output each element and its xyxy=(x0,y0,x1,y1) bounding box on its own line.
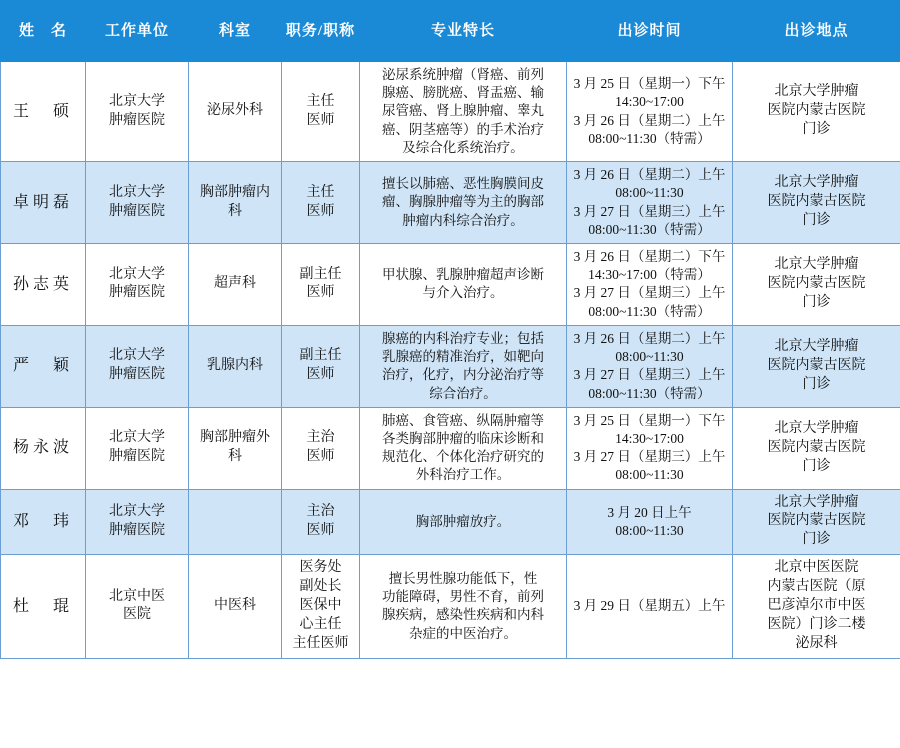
cell-unit xyxy=(86,555,189,658)
cell-department xyxy=(189,489,282,555)
cell-specialty-line: 乳腺癌的精准治疗，如靶向 xyxy=(382,349,544,365)
cell-department-line: 超声科 xyxy=(214,275,256,291)
cell-unit-line: 肿瘤医院 xyxy=(109,203,165,219)
cell-specialty-line: 擅长以肺癌、恶性胸膜间皮 xyxy=(382,176,544,192)
cell-title-line: 主任 xyxy=(306,93,335,109)
table-row xyxy=(1,407,900,489)
cell-time-line: 14:30~17:00（特需） xyxy=(588,267,711,283)
cell-name: 邓 玮 xyxy=(1,489,86,555)
cell-title-line: 医师 xyxy=(306,285,335,301)
cell-specialty-line: 外科治疗工作。 xyxy=(415,467,511,483)
cell-time-line: 08:00~11:30（特需） xyxy=(588,130,711,146)
cell-unit-line: 肿瘤医院 xyxy=(109,285,165,301)
cell-place-line: 医院内蒙古医院 xyxy=(767,357,866,373)
cell-specialty xyxy=(360,407,567,489)
cell-title-line: 副处长 xyxy=(299,579,342,595)
cell-name: 杨永波 xyxy=(1,407,86,489)
cell-time-line: 14:30~17:00 xyxy=(615,430,684,446)
cell-place-line: 门诊 xyxy=(802,376,831,392)
cell-unit xyxy=(86,162,189,244)
cell-time-line: 3 月 26 日（星期二）上午 xyxy=(573,330,726,346)
cell-place xyxy=(733,555,900,658)
table-row xyxy=(1,62,900,162)
cell-time xyxy=(567,555,733,658)
cell-unit-line: 肿瘤医院 xyxy=(109,367,165,383)
cell-time-line: 3 月 25 日（星期一）下午 xyxy=(573,412,726,428)
cell-specialty-line: 腺疾病，感染性疾病和内科 xyxy=(382,607,544,623)
cell-place-line: 北京中医医院 xyxy=(774,560,859,576)
cell-time-line: 14:30~17:00 xyxy=(615,94,684,110)
cell-unit xyxy=(86,489,189,555)
cell-title xyxy=(282,243,360,325)
cell-title-line: 副主任 xyxy=(299,348,342,364)
cell-specialty xyxy=(360,489,567,555)
cell-place-line: 医院）门诊二楼 xyxy=(767,616,866,632)
column-header-place: 出诊地点 xyxy=(733,1,900,62)
cell-unit-line: 北京大学 xyxy=(109,504,165,520)
cell-department xyxy=(189,325,282,407)
cell-unit xyxy=(86,407,189,489)
cell-time-line: 08:00~11:30 xyxy=(615,522,684,538)
cell-name: 卓明磊 xyxy=(1,162,86,244)
cell-time xyxy=(567,407,733,489)
cell-unit-line: 北京大学 xyxy=(109,184,165,200)
cell-department-line: 科 xyxy=(228,449,242,465)
table-row xyxy=(1,325,900,407)
cell-department xyxy=(189,162,282,244)
table-row xyxy=(1,489,900,555)
cell-specialty xyxy=(360,162,567,244)
cell-department-line: 中医科 xyxy=(214,598,256,614)
cell-title-line: 医师 xyxy=(306,203,335,219)
cell-unit-line: 医院 xyxy=(123,607,151,623)
cell-title xyxy=(282,555,360,658)
cell-time xyxy=(567,243,733,325)
cell-specialty-line: 与介入治疗。 xyxy=(422,285,504,301)
cell-specialty-line: 肿瘤内科综合治疗。 xyxy=(402,212,524,228)
cell-place-line: 门诊 xyxy=(802,212,831,228)
table-header-row xyxy=(1,1,900,62)
cell-department xyxy=(189,407,282,489)
cell-place-line: 巴彦淖尔市中医 xyxy=(767,598,866,614)
cell-department-line: 胸部肿瘤外 xyxy=(200,430,270,446)
cell-unit xyxy=(86,243,189,325)
cell-specialty-line: 尿管癌、肾上腺肿瘤、睾丸 xyxy=(382,103,544,119)
cell-title-line: 医师 xyxy=(306,112,335,128)
cell-name: 严 颖 xyxy=(1,325,86,407)
cell-time-line: 3 月 27 日（星期三）上午 xyxy=(573,203,726,219)
cell-unit-line: 北京中医 xyxy=(109,588,165,604)
cell-place xyxy=(733,407,900,489)
cell-unit xyxy=(86,62,189,162)
table-body xyxy=(1,62,900,659)
cell-name: 杜 琨 xyxy=(1,555,86,658)
cell-title xyxy=(282,62,360,162)
cell-department-line: 泌尿外科 xyxy=(207,103,263,119)
cell-place-line: 北京大学肿瘤 xyxy=(774,338,859,354)
cell-time-line: 08:00~11:30（特需） xyxy=(588,221,711,237)
cell-place-line: 北京大学肿瘤 xyxy=(774,257,859,273)
cell-time-line: 3 月 29 日（星期五）上午 xyxy=(573,598,726,614)
table-row xyxy=(1,162,900,244)
cell-specialty-line: 杂症的中医治疗。 xyxy=(409,625,517,641)
cell-place-line: 医院内蒙古医院 xyxy=(767,103,866,119)
cell-time-line: 3 月 26 日（星期二）下午 xyxy=(573,248,726,264)
cell-unit-line: 北京大学 xyxy=(109,266,165,282)
cell-place-line: 北京大学肿瘤 xyxy=(774,494,859,510)
cell-title-line: 主任 xyxy=(306,184,335,200)
cell-place-line: 北京大学肿瘤 xyxy=(774,84,859,100)
cell-place xyxy=(733,162,900,244)
column-header-time: 出诊时间 xyxy=(567,1,733,62)
cell-name: 王 硕 xyxy=(1,62,86,162)
cell-time-line: 3 月 20 日上午 xyxy=(607,504,692,520)
cell-title-line: 主治 xyxy=(306,430,335,446)
cell-place-line: 医院内蒙古医院 xyxy=(767,513,866,529)
cell-place-line: 门诊 xyxy=(802,294,831,310)
cell-title-line: 主治 xyxy=(306,504,335,520)
cell-specialty xyxy=(360,243,567,325)
cell-time-line: 08:00~11:30（特需） xyxy=(588,385,711,401)
cell-title-line: 医保中 xyxy=(299,598,342,614)
cell-time-line: 3 月 27 日（星期三）上午 xyxy=(573,367,726,383)
table-header xyxy=(1,1,900,62)
cell-name: 孙志英 xyxy=(1,243,86,325)
cell-time xyxy=(567,162,733,244)
cell-time-line: 3 月 26 日（星期二）上午 xyxy=(573,112,726,128)
cell-unit-line: 北京大学 xyxy=(109,348,165,364)
cell-place-line: 医院内蒙古医院 xyxy=(767,275,866,291)
cell-department-line: 乳腺内科 xyxy=(207,357,263,373)
cell-place xyxy=(733,62,900,162)
cell-title xyxy=(282,325,360,407)
cell-title-line: 心主任 xyxy=(299,616,342,632)
cell-title-line: 医务处 xyxy=(299,560,342,576)
cell-time xyxy=(567,489,733,555)
cell-title-line: 医师 xyxy=(306,367,335,383)
cell-place-line: 门诊 xyxy=(802,532,831,548)
cell-place-line: 泌尿科 xyxy=(795,635,838,651)
cell-unit xyxy=(86,325,189,407)
cell-specialty-line: 各类胸部肿瘤的临床诊断和 xyxy=(382,430,544,446)
cell-place-line: 医院内蒙古医院 xyxy=(767,439,866,455)
cell-unit-line: 肿瘤医院 xyxy=(109,112,165,128)
cell-department xyxy=(189,555,282,658)
cell-specialty xyxy=(360,62,567,162)
column-header-department: 科室 xyxy=(189,1,282,62)
column-header-title: 职务/职称 xyxy=(282,1,360,62)
cell-department xyxy=(189,62,282,162)
cell-title-line: 主任医师 xyxy=(292,635,349,651)
cell-place-line: 门诊 xyxy=(802,121,831,137)
cell-time-line: 3 月 26 日（星期二）上午 xyxy=(573,167,726,183)
cell-specialty-line: 瘤、胸腺肿瘤等为主的胸部 xyxy=(382,194,544,210)
column-header-name: 姓 名 xyxy=(1,1,86,62)
cell-time xyxy=(567,62,733,162)
cell-place-line: 门诊 xyxy=(802,458,831,474)
cell-time-line: 08:00~11:30 xyxy=(615,467,684,483)
cell-specialty-line: 腺癌的内科治疗专业；包括 xyxy=(382,330,544,346)
table-row xyxy=(1,555,900,658)
cell-specialty-line: 腺癌、膀胱癌、肾盂癌、输 xyxy=(382,85,544,101)
cell-specialty-line: 泌尿系统肿瘤（肾癌、前列 xyxy=(382,67,544,82)
cell-department-line: 科 xyxy=(228,203,242,219)
cell-specialty-line: 肺癌、食管癌、纵隔肿瘤等 xyxy=(382,412,544,428)
cell-place-line: 北京大学肿瘤 xyxy=(774,420,859,436)
cell-specialty-line: 甲状腺、乳腺肿瘤超声诊断 xyxy=(382,267,544,283)
cell-unit-line: 肿瘤医院 xyxy=(109,522,165,538)
cell-unit-line: 肿瘤医院 xyxy=(109,449,165,465)
cell-place xyxy=(733,325,900,407)
cell-specialty-line: 擅长男性腺功能低下，性 xyxy=(388,571,538,587)
cell-department xyxy=(189,243,282,325)
cell-specialty-line: 治疗，化疗，内分泌治疗等 xyxy=(382,367,544,383)
cell-specialty xyxy=(360,325,567,407)
cell-title xyxy=(282,489,360,555)
cell-specialty-line: 及综合化系统治疗。 xyxy=(402,139,524,155)
cell-time-line: 3 月 27 日（星期三）上午 xyxy=(573,449,726,465)
column-header-specialty: 专业特长 xyxy=(360,1,567,62)
cell-time-line: 08:00~11:30 xyxy=(615,185,684,201)
cell-title-line: 医师 xyxy=(306,449,335,465)
cell-place xyxy=(733,243,900,325)
cell-specialty-line: 癌、阴茎癌等）的手术治疗 xyxy=(382,121,544,137)
cell-specialty xyxy=(360,555,567,658)
cell-specialty-line: 综合治疗。 xyxy=(429,385,497,401)
cell-time xyxy=(567,325,733,407)
cell-title xyxy=(282,162,360,244)
cell-specialty-line: 功能障碍，男性不育，前列 xyxy=(382,589,544,605)
column-header-unit: 工作单位 xyxy=(86,1,189,62)
cell-place-line: 北京大学肿瘤 xyxy=(774,175,859,191)
cell-place xyxy=(733,489,900,555)
cell-title xyxy=(282,407,360,489)
cell-time-line: 08:00~11:30 xyxy=(615,349,684,365)
cell-time-line: 3 月 27 日（星期三）上午 xyxy=(573,285,726,301)
cell-time-line: 3 月 25 日（星期一）下午 xyxy=(573,76,726,92)
cell-department-line: 胸部肿瘤内 xyxy=(200,184,270,200)
cell-unit-line: 北京大学 xyxy=(109,430,165,446)
cell-place-line: 内蒙古医院（原 xyxy=(767,579,866,595)
cell-unit-line: 北京大学 xyxy=(109,93,165,109)
cell-title-line: 副主任 xyxy=(299,266,342,282)
cell-title-line: 医师 xyxy=(306,522,335,538)
cell-specialty-line: 胸部肿瘤放疗。 xyxy=(415,513,511,529)
cell-time-line: 08:00~11:30（特需） xyxy=(588,303,711,319)
cell-place-line: 医院内蒙古医院 xyxy=(767,194,866,210)
table-row xyxy=(1,243,900,325)
cell-specialty-line: 规范化、个体化治疗研究的 xyxy=(382,449,544,465)
